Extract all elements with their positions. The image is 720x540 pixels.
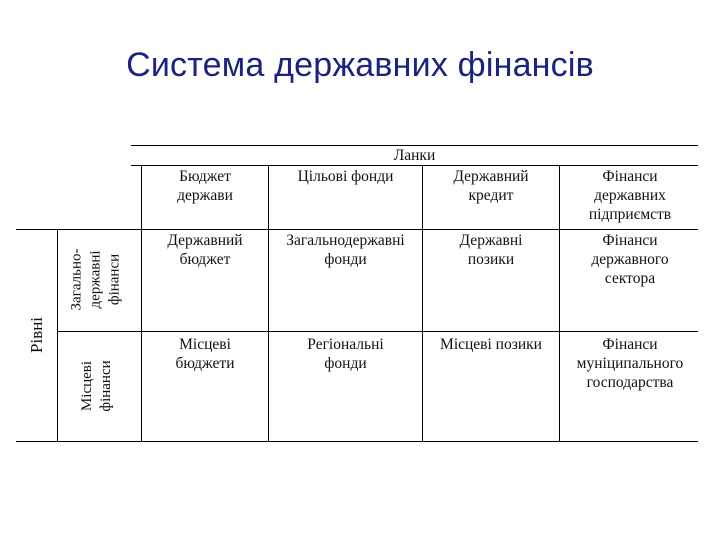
cell-state-budget: Державний бюджет xyxy=(167,232,243,268)
axis-label-divider xyxy=(57,229,58,441)
header-lanky: Ланки xyxy=(393,147,436,164)
column-divider-2 xyxy=(422,165,423,441)
column-divider-1 xyxy=(268,165,269,441)
row-label-general: Загально- державні фінанси xyxy=(68,248,123,311)
cell-public-sector-finance: Фінанси державного сектора xyxy=(591,232,669,287)
cell-municipal-finance: Фінанси муніципального господарства xyxy=(576,336,684,391)
table-bottom-border xyxy=(16,441,698,442)
slide-title: Система державних фінансів xyxy=(126,46,594,84)
cell-state-loans: Державні позики xyxy=(459,232,523,268)
column-divider-0 xyxy=(141,165,142,441)
column-header-state-credit: Державний кредит xyxy=(453,168,529,204)
column-header-enterprise-finance: Фінанси державних підприємств xyxy=(588,168,672,223)
column-header-budget: Бюджет держави xyxy=(177,168,233,204)
row-divider-1 xyxy=(16,229,698,230)
row-divider-2 xyxy=(57,331,698,332)
column-header-target-funds: Цільові фонди xyxy=(297,168,394,185)
cell-local-loans: Місцеві позики xyxy=(440,336,542,353)
cell-regional-funds: Регіональні фонди xyxy=(307,336,384,372)
row-label-local: Місцеві фінанси xyxy=(79,360,114,412)
cell-national-funds: Загальнодержавні фонди xyxy=(286,232,405,268)
cell-local-budgets: Місцеві бюджети xyxy=(175,336,235,372)
row-axis-label: Рівні xyxy=(27,316,46,354)
header-divider xyxy=(131,165,698,166)
